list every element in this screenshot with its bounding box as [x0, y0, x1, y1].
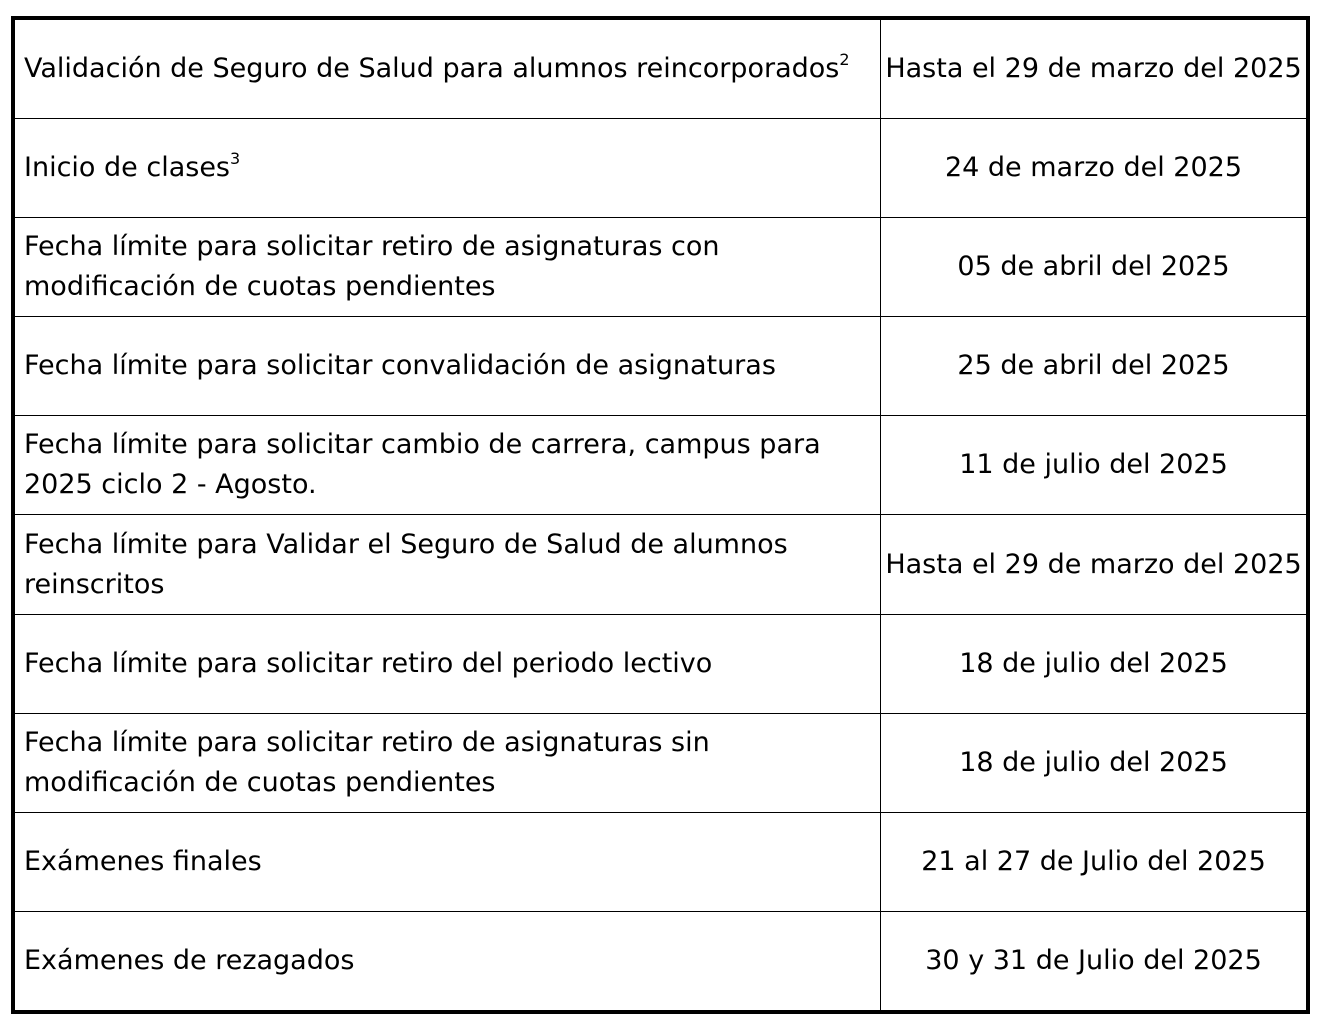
table-row: [13, 713, 1308, 812]
table-row: [13, 515, 1308, 614]
footnote-marker: 3: [230, 149, 241, 169]
table-row: [13, 218, 1308, 317]
event-cell: [13, 614, 881, 713]
date-cell: 25 de abril del 2025: [881, 317, 1309, 416]
date-cell: Hasta el 29 de marzo del 2025: [881, 18, 1309, 119]
event-label: Inicio de clases: [24, 152, 230, 184]
footnote-marker: 2: [839, 50, 850, 70]
date-cell: 21 al 27 de Julio del 2025: [881, 812, 1309, 911]
event-cell: [13, 713, 881, 812]
table-row: [13, 119, 1308, 218]
event-label: Fecha límite para solicitar retiro de asignaturas con modificación de cuotas pendientes: [24, 231, 720, 303]
event-cell: [13, 18, 881, 119]
event-cell: [13, 317, 881, 416]
event-cell: [13, 119, 881, 218]
event-cell: [13, 911, 881, 1012]
date-cell: 18 de julio del 2025: [881, 713, 1309, 812]
event-cell: [13, 515, 881, 614]
academic-calendar-table: [11, 16, 1310, 1014]
date-cell: Hasta el 29 de marzo del 2025: [881, 515, 1309, 614]
date-cell: 18 de julio del 2025: [881, 614, 1309, 713]
date-cell: 11 de julio del 2025: [881, 416, 1309, 515]
event-label: Fecha límite para solicitar convalidación de asignaturas: [24, 350, 776, 382]
table-row: [13, 911, 1308, 1012]
event-label: Fecha límite para solicitar retiro de asignaturas sin modificación de cuotas pendientes: [24, 726, 710, 798]
event-label: Exámenes de rezagados: [24, 944, 355, 976]
table-row: [13, 18, 1308, 119]
table-row: [13, 317, 1308, 416]
event-cell: [13, 812, 881, 911]
table-row: [13, 416, 1308, 515]
date-cell: 05 de abril del 2025: [881, 218, 1309, 317]
table-row: [13, 614, 1308, 713]
event-label: Fecha límite para solicitar retiro del periodo lectivo: [24, 647, 713, 679]
table-row: [13, 812, 1308, 911]
event-label: Fecha límite para Validar el Seguro de Salud de alumnos reinscritos: [24, 528, 788, 600]
date-cell: 30 y 31 de Julio del 2025: [881, 911, 1309, 1012]
event-label: Exámenes finales: [24, 845, 262, 877]
date-cell: 24 de marzo del 2025: [881, 119, 1309, 218]
event-cell: [13, 218, 881, 317]
event-label: Fecha límite para solicitar cambio de carrera, campus para 2025 ciclo 2 - Agosto.: [24, 429, 821, 501]
event-cell: [13, 416, 881, 515]
event-label: Validación de Seguro de Salud para alumnos reincorporados: [24, 53, 840, 85]
